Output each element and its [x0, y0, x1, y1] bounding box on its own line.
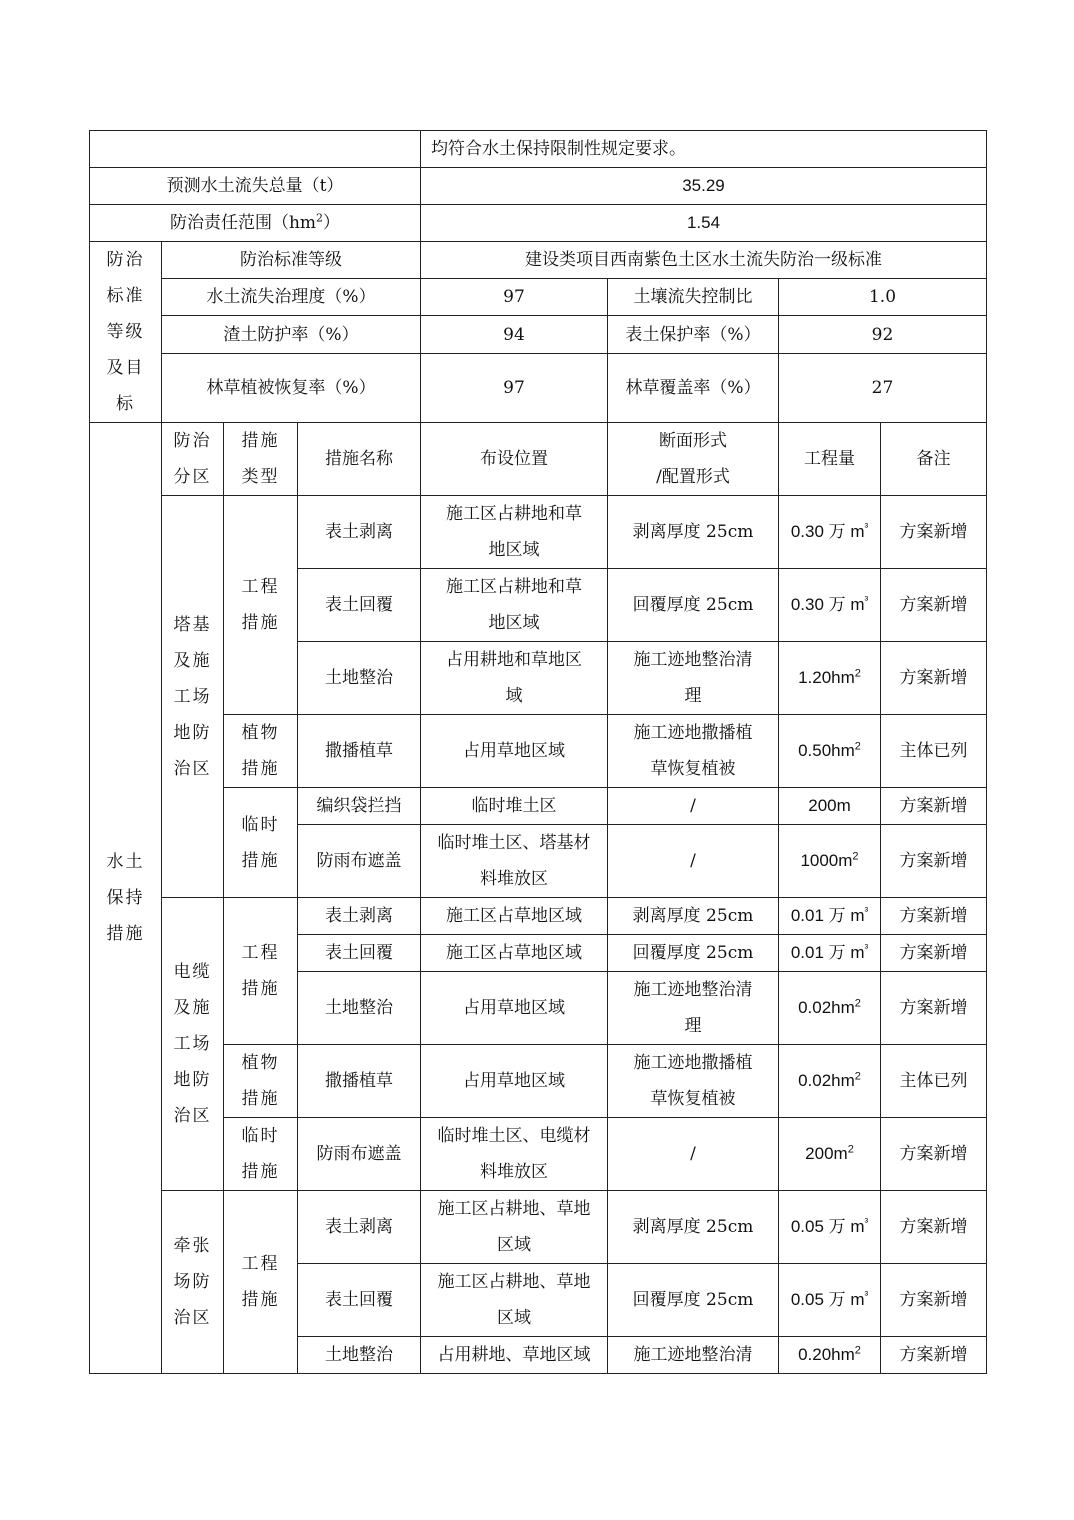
measure-location: 施工区占草地区域 — [421, 935, 608, 972]
measure-remark: 方案新增 — [881, 825, 987, 898]
measure-name: 表土回覆 — [298, 1264, 421, 1337]
measure-location: 占用耕地和草地区 域 — [421, 642, 608, 715]
measure-name: 表土回覆 — [298, 935, 421, 972]
loss-total-value: 35.29 — [421, 168, 987, 205]
measure-name: 表土剥离 — [298, 496, 421, 569]
measure-section: 施工迹地整治清 理 — [608, 972, 779, 1045]
compliance-note: 均符合水土保持限制性规定要求。 — [421, 131, 987, 168]
measure-row — [90, 1191, 987, 1264]
target-row — [90, 279, 987, 316]
measure-section: 回覆厚度 25cm — [608, 569, 779, 642]
measure-remark: 方案新增 — [881, 569, 987, 642]
measure-row — [90, 496, 987, 569]
measure-location: 占用耕地、草地区域 — [421, 1337, 608, 1374]
header-name: 措施名称 — [298, 423, 421, 496]
measure-quantity: $200m^2$ — [779, 1118, 881, 1191]
header-remark: 备注 — [881, 423, 987, 496]
target-label: 林草植被恢复率（%） — [162, 353, 421, 422]
measure-name: 撒播植草 — [298, 715, 421, 788]
measure-location: 占用草地区域 — [421, 715, 608, 788]
measure-remark: 方案新增 — [881, 1264, 987, 1337]
target-value: 97 — [421, 279, 608, 316]
type-label-engineering: 工程 措施 — [224, 496, 298, 715]
measure-section: / — [608, 1118, 779, 1191]
measure-location: 临时堆土区、电缆材 料堆放区 — [421, 1118, 608, 1191]
header-section: 断面形式 /配置形式 — [608, 423, 779, 496]
target-value: 27 — [779, 353, 987, 422]
measure-section: 施工迹地整治清 — [608, 1337, 779, 1374]
measure-name: 土地整治 — [298, 1337, 421, 1374]
scope-label: 防治责任范围$(hm^2)$ — [90, 205, 421, 242]
type-label-engineering: 工程 措施 — [224, 1191, 298, 1374]
measure-name: 表土剥离 — [298, 898, 421, 935]
measure-location: 临时堆土区、塔基材 料堆放区 — [421, 825, 608, 898]
measure-section: 施工迹地撒播植 草恢复植被 — [608, 715, 779, 788]
measure-row — [90, 715, 987, 788]
target-value: 1.0 — [779, 279, 987, 316]
measure-row — [90, 1045, 987, 1118]
measure-name: 表土回覆 — [298, 569, 421, 642]
measure-quantity: 0.05 万 $m^{^3}$ — [779, 1264, 881, 1337]
measure-name: 土地整治 — [298, 972, 421, 1045]
measure-quantity: $0.02hm^2$ — [779, 972, 881, 1045]
measure-row — [90, 898, 987, 935]
header-zone: 防治 分区 — [162, 423, 224, 496]
measure-row — [90, 1118, 987, 1191]
loss-total-label: 预测水土流失总量（t） — [90, 168, 421, 205]
header-type: 措施 类型 — [224, 423, 298, 496]
measure-section: 剥离厚度 25cm — [608, 898, 779, 935]
measure-remark: 方案新增 — [881, 788, 987, 825]
measure-remark: 方案新增 — [881, 496, 987, 569]
type-label-vegetation: 植物 措施 — [224, 715, 298, 788]
measure-quantity: $0.02hm^2$ — [779, 1045, 881, 1118]
measure-section: 回覆厚度 25cm — [608, 935, 779, 972]
target-label: 表土保护率（%） — [608, 316, 779, 353]
measure-location: 施工区占草地区域 — [421, 898, 608, 935]
measure-section: 施工迹地整治清 理 — [608, 642, 779, 715]
measure-remark: 方案新增 — [881, 972, 987, 1045]
measure-remark: 方案新增 — [881, 935, 987, 972]
measure-section: / — [608, 788, 779, 825]
type-label-temporary: 临时 措施 — [224, 788, 298, 898]
target-label: 土壤流失控制比 — [608, 279, 779, 316]
type-label-vegetation: 植物 措施 — [224, 1045, 298, 1118]
measure-name: 防雨布遮盖 — [298, 1118, 421, 1191]
target-value: 92 — [779, 316, 987, 353]
measure-location: 施工区占耕地和草 地区域 — [421, 496, 608, 569]
target-value: 97 — [421, 353, 608, 422]
measure-remark: 方案新增 — [881, 642, 987, 715]
measure-remark: 主体已列 — [881, 715, 987, 788]
zone-label: 电缆 及施 工场 地防 治区 — [162, 898, 224, 1191]
type-label-engineering: 工程 措施 — [224, 898, 298, 1045]
measure-name: 撒播植草 — [298, 1045, 421, 1118]
measures-header-row — [90, 423, 987, 496]
standards-group-label: 防治 标准 等级 及目 标 — [90, 242, 162, 423]
measure-name: 土地整治 — [298, 642, 421, 715]
measure-name: 表土剥离 — [298, 1191, 421, 1264]
measure-quantity: 0.01 万 $m^{^3}$ — [779, 898, 881, 935]
measure-location: 占用草地区域 — [421, 1045, 608, 1118]
blank-cell — [90, 131, 421, 168]
measure-location: 施工区占耕地、草地 区域 — [421, 1191, 608, 1264]
zone-label: 牵张 场防 治区 — [162, 1191, 224, 1374]
measure-quantity: 200m — [779, 788, 881, 825]
measure-location: 占用草地区域 — [421, 972, 608, 1045]
measure-remark: 方案新增 — [881, 1337, 987, 1374]
measure-location: 施工区占耕地、草地 区域 — [421, 1264, 608, 1337]
measure-section: 回覆厚度 25cm — [608, 1264, 779, 1337]
summary-row-scope — [90, 205, 987, 242]
measure-quantity: 0.05 万 $m^{^3}$ — [779, 1191, 881, 1264]
measure-section: 施工迹地撒播植 草恢复植被 — [608, 1045, 779, 1118]
scope-value: 1.54 — [421, 205, 987, 242]
summary-row-compliance — [90, 131, 987, 168]
standard-level-row — [90, 242, 987, 279]
target-label: 水土流失治理度（%） — [162, 279, 421, 316]
measure-quantity: $0.50hm^2$ — [779, 715, 881, 788]
measure-name: 防雨布遮盖 — [298, 825, 421, 898]
measure-row — [90, 788, 987, 825]
measure-quantity: $0.20hm^2$ — [779, 1337, 881, 1374]
target-label: 林草覆盖率（%） — [608, 353, 779, 422]
measure-quantity: 0.01 万 $m^{^3}$ — [779, 935, 881, 972]
soil-conservation-table — [89, 130, 987, 1374]
measure-section: 剥离厚度 25cm — [608, 496, 779, 569]
measure-remark: 方案新增 — [881, 1191, 987, 1264]
measure-quantity: $1000m^2$ — [779, 825, 881, 898]
measure-remark: 主体已列 — [881, 1045, 987, 1118]
measure-section: / — [608, 825, 779, 898]
target-label: 渣土防护率（%） — [162, 316, 421, 353]
header-quantity: 工程量 — [779, 423, 881, 496]
target-row — [90, 353, 987, 422]
measure-quantity: 0.30 万 $m^{^3}$ — [779, 569, 881, 642]
zone-label: 塔基 及施 工场 地防 治区 — [162, 496, 224, 898]
type-label-temporary: 临时 措施 — [224, 1118, 298, 1191]
standard-level-label: 防治标准等级 — [162, 242, 421, 279]
header-location: 布设位置 — [421, 423, 608, 496]
measure-name: 编织袋拦挡 — [298, 788, 421, 825]
summary-row-loss — [90, 168, 987, 205]
measure-location: 临时堆土区 — [421, 788, 608, 825]
measures-group-label: 水土 保持 措施 — [90, 423, 162, 1374]
measure-quantity: 0.30 万 $m^{^3}$ — [779, 496, 881, 569]
measure-remark: 方案新增 — [881, 898, 987, 935]
target-row — [90, 316, 987, 353]
target-value: 94 — [421, 316, 608, 353]
measure-remark: 方案新增 — [881, 1118, 987, 1191]
measure-section: 剥离厚度 25cm — [608, 1191, 779, 1264]
measure-location: 施工区占耕地和草 地区域 — [421, 569, 608, 642]
standard-level-value: 建设类项目西南紫色土区水土流失防治一级标准 — [421, 242, 987, 279]
measure-quantity: $1.20hm^2$ — [779, 642, 881, 715]
